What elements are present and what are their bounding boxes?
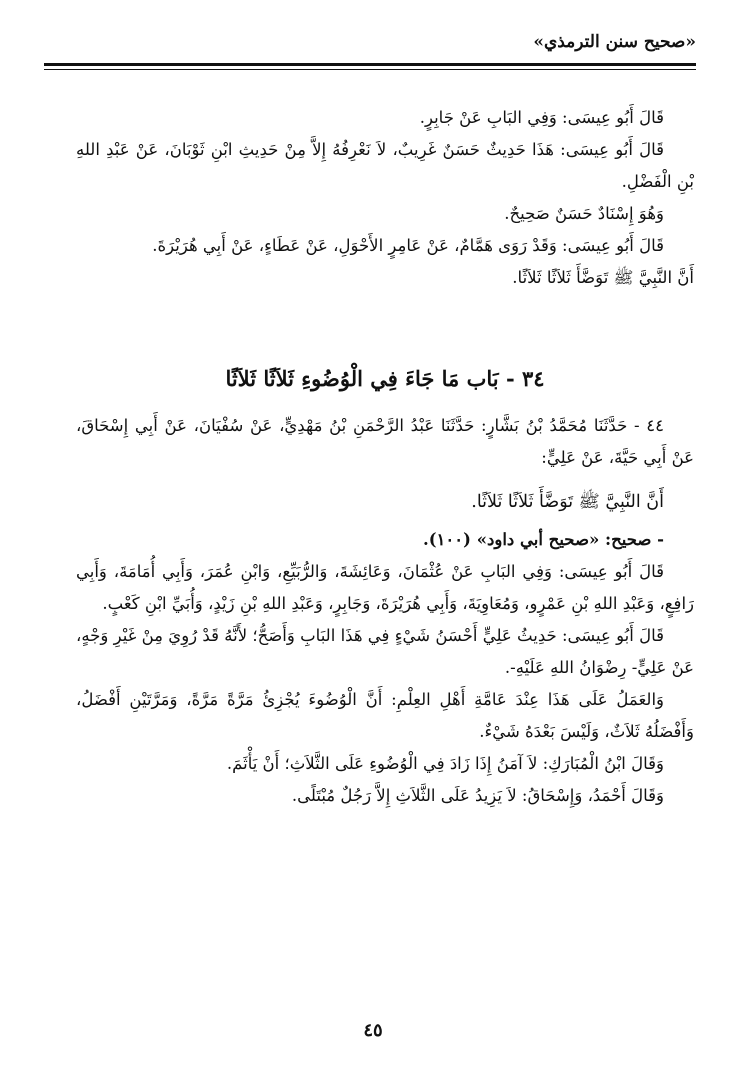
paragraph: وَالعَمَلُ عَلَى هَذَا عِنْدَ عَامَّةِ أَهْلِ العِلْمِ: أَنَّ الْوُضُوءَ يُجْزِئُ مَرَّةً مَرَّةً، وَمَرَّتَيْنِ أَفْضَلُ، وَأَفْضَلُهُ ثَلاَثٌ، وَلَيْسَ بَعْدَهُ شَيْءٌ. xyxy=(76,690,694,741)
header-rule-thick xyxy=(44,63,696,66)
paragraph: أَنَّ النَّبِيَّ ﷺ تَوَضَّأَ ثَلاَثًا ثَلاَثًا. xyxy=(512,268,694,287)
chapter-heading: ٣٤ - بَاب مَا جَاءَ فِي الْوُضُوءِ ثَلاَثًا ثَلاَثًا xyxy=(225,366,545,391)
paragraph: وَقَالَ أَحْمَدُ، وَإِسْحَاقُ: لاَ يَزِيدُ عَلَى الثَّلاَثِ إِلاَّ رَجُلٌ مُبْتَلًى. xyxy=(291,786,664,805)
header-rule-thin xyxy=(44,69,696,70)
running-header-title: «صحيح سنن الترمذي» xyxy=(533,32,696,52)
paragraph: قَالَ أَبُو عِيسَى: هَذَا حَدِيثٌ حَسَنٌ غَرِيبٌ، لاَ نَعْرِفُهُ إِلاَّ مِنْ حَدِيثِ ابْنِ ثَوْبَانَ، عَنْ عَبْدِ اللهِ بْنِ الْفَضْلِ. xyxy=(76,140,694,191)
section-1-text xyxy=(76,102,694,294)
paragraph: قَالَ أَبُو عِيسَى: حَدِيثُ عَلِيٍّ أَحْسَنُ شَيْءٍ فِي هَذَا البَابِ وَأَصَحُّ؛ لأَنَّهُ قَدْ رُوِيَ مِنْ غَيْرِ وَجْهٍ، عَنْ عَلِيٍّ- رِضْوَانُ اللهِ عَلَيْهِ-. xyxy=(76,626,694,677)
paragraph: قَالَ أَبُو عِيسَى: وَقَدْ رَوَى هَمَّامٌ، عَنْ عَامِرٍ الأَحْوَلِ، عَنْ عَطَاءٍ، عَنْ أَبِي هُرَيْرَةَ. xyxy=(152,236,664,255)
paragraph: قَالَ أَبُو عِيسَى: وَفِي البَابِ عَنْ جَابِرٍ. xyxy=(419,108,664,127)
page-number: ٤٥ xyxy=(363,1020,383,1041)
section-2-text xyxy=(76,410,694,812)
hadith-matn: أَنَّ النَّبِيَّ ﷺ تَوَضَّأَ ثَلاَثًا ثَلاَثًا. xyxy=(471,492,664,512)
hadith-isnad: ٤٤ - حَدَّثَنَا مُحَمَّدُ بْنُ بَشَّارٍ: حَدَّثَنَا عَبْدُ الرَّحْمَنِ بْنُ مَهْدِيٍّ، عَنْ سُفْيَانَ، عَنْ أَبِي إِسْحَاقَ، عَنْ أَبِي حَيَّةَ، عَنْ عَلِيٍّ: xyxy=(76,416,694,467)
paragraph: وَقَالَ ابْنُ الْمُبَارَكِ: لاَ آمَنُ إِذَا زَادَ فِي الْوُضُوءِ عَلَى الثَّلاَثِ؛ أَنْ يَأْثَمَ. xyxy=(226,754,664,773)
hadith-grading: - صحيح: «صحيح أبي داود» (١٠٠). xyxy=(422,530,664,549)
paragraph: وَهُوَ إِسْنَادٌ حَسَنٌ صَحِيحٌ. xyxy=(504,204,664,223)
paragraph: قَالَ أَبُو عِيسَى: وَفِي البَابِ عَنْ عُثْمَانَ، وَعَائِشَةَ، وَالرُّبَيِّعِ، وَابْنِ عُمَرَ، وَأَبِي أُمَامَةَ، وَأَبِي رَافِعٍ، وَعَبْدِ اللهِ بْنِ عَمْرٍو، وَمُعَاوِيَةَ، وَأَبِي هُرَيْرَةَ، وَجَابِرٍ، وَعَبْدِ اللهِ بْنِ زَيْدٍ، وَأُبَيِّ ابْنِ كَعْبٍ. xyxy=(76,562,694,613)
